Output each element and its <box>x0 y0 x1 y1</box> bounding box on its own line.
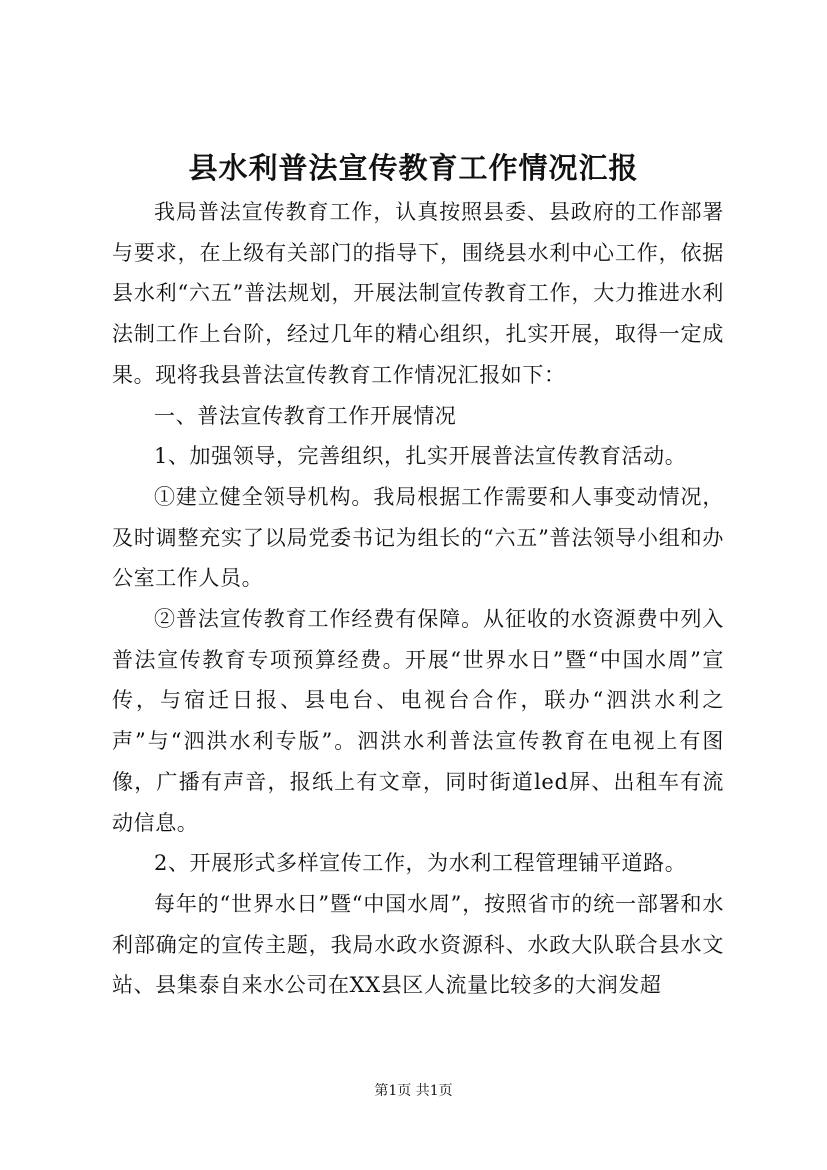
paragraph-item-1: ①建立健全领导机构。我局根据工作需要和人事变动情况，及时调整充实了以局党委书记为组长的“六五”普法领导小组和办公室工作人员。 <box>112 484 724 591</box>
subsection-heading-1: 1、加强领导，完善组织，扎实开展普法宣传教育活动。 <box>154 444 687 469</box>
section-heading-1: 一、普法宣传教育工作开展情况 <box>154 403 457 428</box>
paragraph-intro: 我局普法宣传教育工作，认真按照县委、县政府的工作部署与要求，在上级有关部门的指导下，围绕县水利中心工作，依据县水利“六五”普法规划，开展法制宣传教育工作，大力推进水利法制工作上台阶，经过几年的精心组织，扎实开展，取得一定成果。现将我县普法宣传教育工作情况汇报如下： <box>112 200 724 387</box>
page-footer: 第1页 共1页 <box>374 1083 453 1099</box>
document-body <box>112 192 724 1006</box>
paragraph-water-day: 每年的“世界水日”暨“中国水周”，按照省市的统一部署和水利部确定的宣传主题，我局水政水资源科、水政大队联合县水文站、县集泰自来水公司在XX县区人流量比较多的大润发超 <box>112 891 724 998</box>
paragraph-item-2: ②普法宣传教育工作经费有保障。从征收的水资源费中列入普法宣传教育专项预算经费。开展“世界水日”暨“中国水周”宣传，与宿迁日报、县电台、电视台合作，联办“泗洪水利之声”与“泗洪水利专版”。泗洪水利普法宣传教育在电视上有图像，广播有声音，报纸上有文章，同时街道led屏、出租车有流动信息。 <box>112 607 724 835</box>
document-title: 县水利普法宣传教育工作情况汇报 <box>188 151 639 185</box>
subsection-heading-2: 2、开展形式多样宣传工作，为水利工程管理铺平道路。 <box>154 851 687 876</box>
